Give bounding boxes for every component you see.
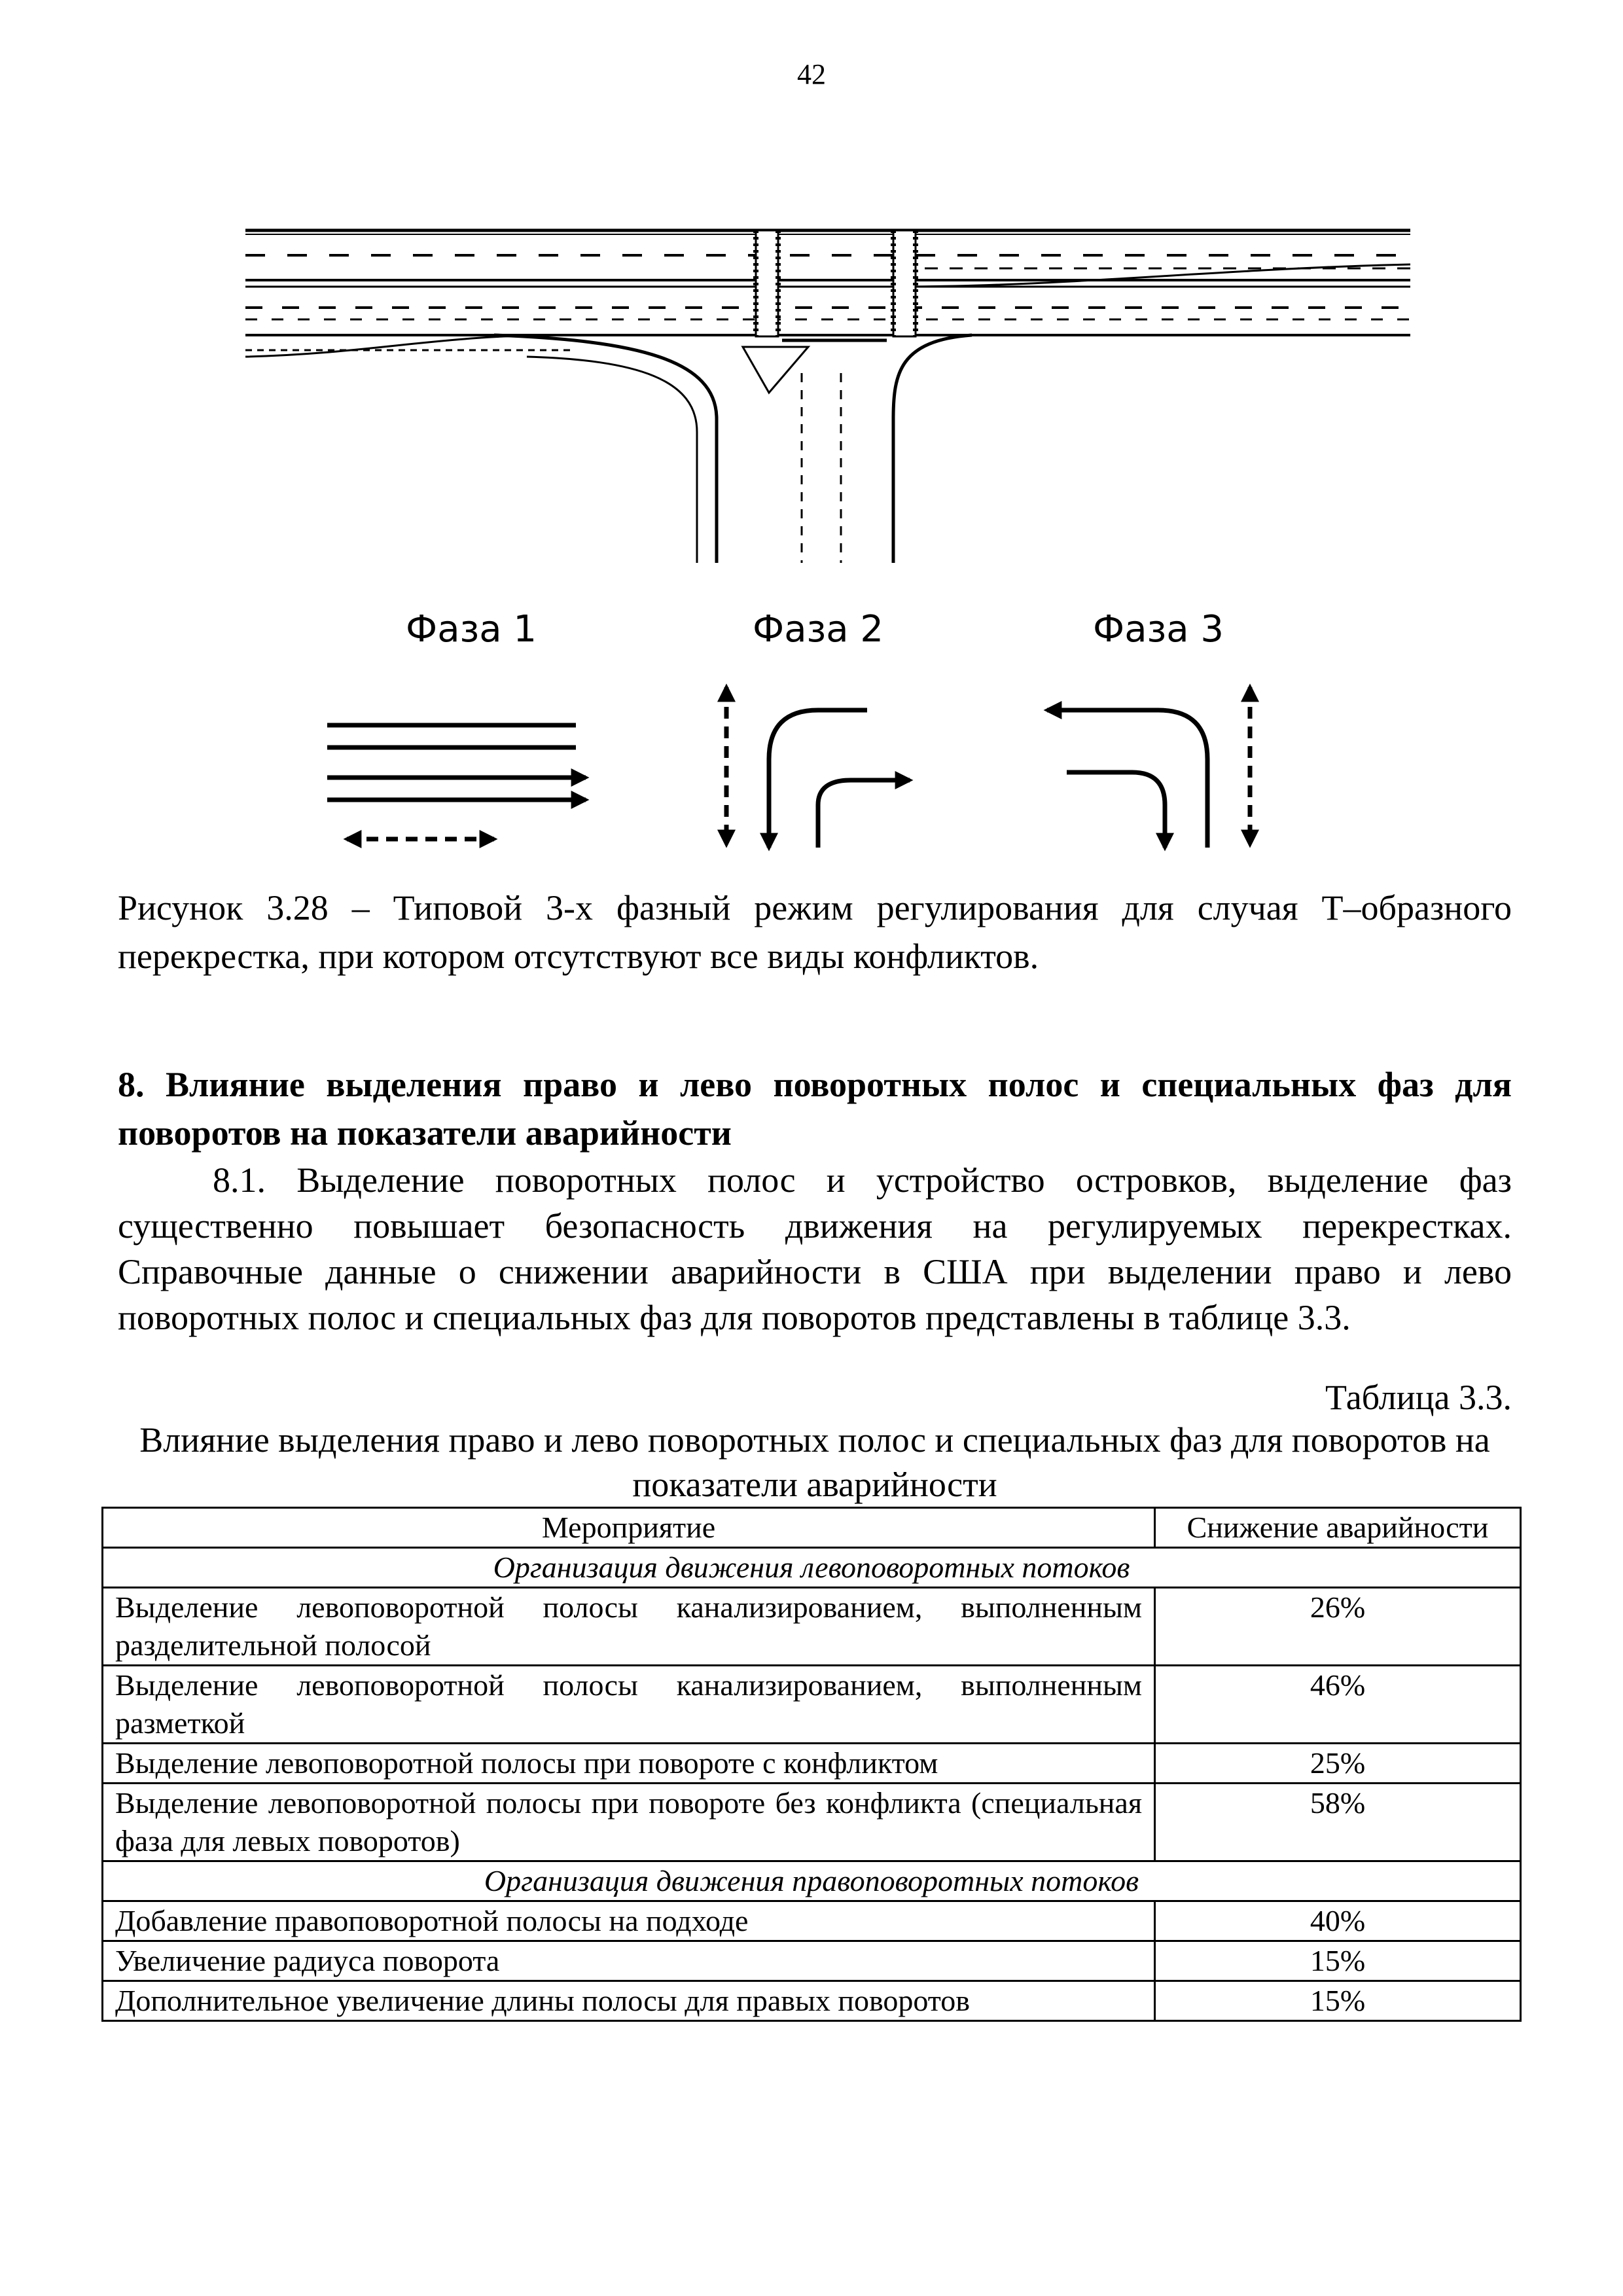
figure-caption: Рисунок 3.28 – Типовой 3-х фазный режим регулирования для случая Т–образного перекрестка, при котором отсутствуют все виды конфликтов.: [118, 888, 1512, 976]
signal-phase-diagram: [327, 609, 1309, 857]
row-reduction: 15%: [1155, 1981, 1521, 2021]
table-header-row: [103, 1508, 1521, 1548]
table-row: [103, 1981, 1521, 2021]
group-right-turn: Организация движения правоповоротных потоков: [103, 1861, 1521, 1901]
group-row: [103, 1861, 1521, 1901]
page-number: 42: [797, 58, 826, 90]
row-measure: Выделение левоповоротной полосы канализированием, выполненным разделительной полосой: [103, 1588, 1155, 1666]
table-row: [103, 1784, 1521, 1861]
accident-reduction-table: [101, 1507, 1522, 2022]
row-reduction: 25%: [1155, 1744, 1521, 1784]
phase-3-label: Фаза 3: [1093, 609, 1224, 651]
row-measure: Выделение левоповоротной полосы при повороте без конфликта (специальная фаза для левых поворотов): [103, 1784, 1155, 1861]
group-row: [103, 1548, 1521, 1588]
table-label: Таблица 3.3.: [1325, 1378, 1512, 1417]
table-row: [103, 1666, 1521, 1744]
row-reduction: 58%: [1155, 1784, 1521, 1861]
row-measure: Выделение левоповоротной полосы канализированием, выполненным разметкой: [103, 1666, 1155, 1744]
table-row: [103, 1901, 1521, 1941]
row-reduction: 40%: [1155, 1901, 1521, 1941]
row-measure: Дополнительное увеличение длины полосы для правых поворотов: [103, 1981, 1155, 2021]
table-row: [103, 1744, 1521, 1784]
row-reduction: 15%: [1155, 1941, 1521, 1981]
header-reduction: Снижение аварийности: [1155, 1508, 1521, 1548]
group-left-turn: Организация движения левоповоротных потоков: [103, 1548, 1521, 1588]
section-paragraph: 8.1. Выделение поворотных полос и устройство островков, выделение фаз существенно повышает безопасность движения на регулируемых перекрестках. Справочные данные о снижении аварийности в США при выделении право и лево поворотных полос и специальных фаз для поворотов представлены в таблице 3.3.: [118, 1160, 1512, 1337]
table-row: [103, 1588, 1521, 1666]
header-measure: Мероприятие: [103, 1508, 1155, 1548]
t-intersection-diagram: [245, 223, 1410, 563]
section-heading: 8. Влияние выделения право и лево поворотных полос и специальных фаз для поворотов на показатели аварийности: [118, 1065, 1512, 1153]
row-measure: Добавление правоповоротной полосы на подходе: [103, 1901, 1155, 1941]
row-measure: Увеличение радиуса поворота: [103, 1941, 1155, 1981]
table-title: Влияние выделения право и лево поворотных полос и специальных фаз для поворотов на показатели аварийности: [139, 1420, 1490, 1504]
phase-2-label: Фаза 2: [753, 609, 884, 651]
table-row: [103, 1941, 1521, 1981]
row-reduction: 26%: [1155, 1588, 1521, 1666]
phase-1-label: Фаза 1: [406, 609, 537, 651]
row-measure: Выделение левоповоротной полосы при повороте с конфликтом: [103, 1744, 1155, 1784]
row-reduction: 46%: [1155, 1666, 1521, 1744]
